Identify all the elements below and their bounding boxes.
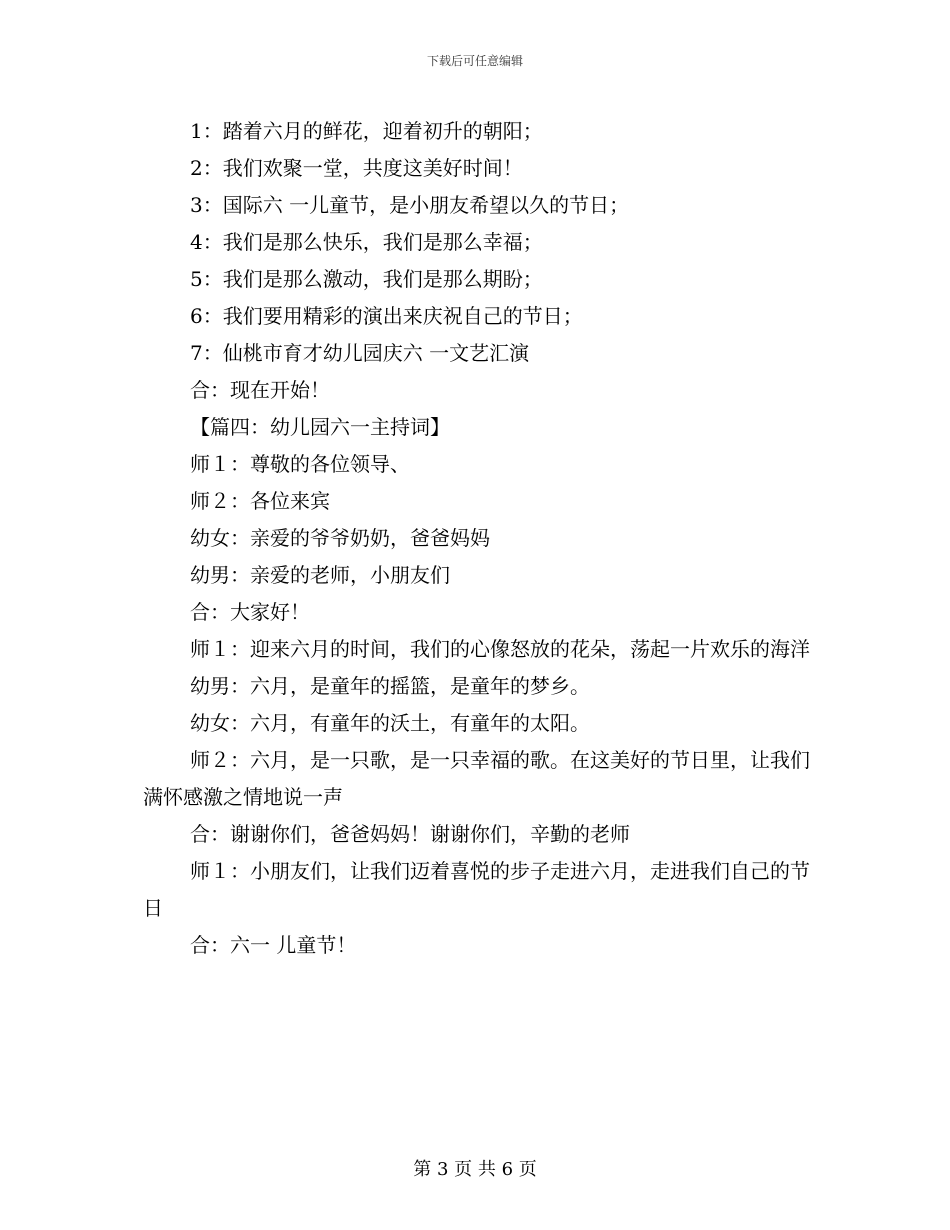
paragraph: 幼女：六月，有童年的沃土，有童年的太阳。 <box>190 711 590 735</box>
page-header-note: 下载后可任意编辑 <box>426 54 523 68</box>
page-number: 第 3 页 共 6 页 <box>413 1159 537 1180</box>
paragraph: 师２：各位来宾 <box>190 489 330 513</box>
paragraph: 2：我们欢聚一堂，共度这美好时间！ <box>190 156 523 180</box>
paragraph: 4：我们是那么快乐，我们是那么幸福； <box>190 230 543 254</box>
paragraph: 1：踏着六月的鲜花，迎着初升的朝阳； <box>190 119 543 143</box>
paragraph: 师１：尊敬的各位领导、 <box>190 452 410 476</box>
paragraph: 师１：迎来六月的时间，我们的心像怒放的花朵，荡起一片欢乐的海洋 <box>190 637 810 661</box>
section-heading: 【篇四：幼儿园六一主持词】 <box>190 415 450 439</box>
paragraph: 合：现在开始！ <box>190 378 330 402</box>
paragraph: 5：我们是那么激动，我们是那么期盼； <box>190 267 543 291</box>
document-body <box>143 113 815 964</box>
paragraph: 合：六一 儿童节！ <box>190 933 357 957</box>
paragraph: 师１：小朋友们，让我们迈着喜悦的步子走进六月，走进我们自己的节日 <box>143 859 810 920</box>
paragraph: 合：谢谢你们，爸爸妈妈！谢谢你们，辛勤的老师 <box>190 822 630 846</box>
paragraph: 合：大家好！ <box>190 600 310 624</box>
paragraph: 6：我们要用精彩的演出来庆祝自己的节日； <box>190 304 583 328</box>
paragraph: 3：国际六 一儿童节，是小朋友希望以久的节日； <box>190 193 630 217</box>
paragraph: 幼男：六月，是童年的摇篮，是童年的梦乡。 <box>190 674 590 698</box>
paragraph: 幼男：亲爱的老师，小朋友们 <box>190 563 450 587</box>
paragraph: 师２：六月，是一只歌，是一只幸福的歌。在这美好的节日里，让我们满怀感激之情地说一声 <box>143 748 810 809</box>
paragraph: 7：仙桃市育才幼儿园庆六 一文艺汇演 <box>190 341 530 365</box>
paragraph: 幼女：亲爱的爷爷奶奶，爸爸妈妈 <box>190 526 490 550</box>
